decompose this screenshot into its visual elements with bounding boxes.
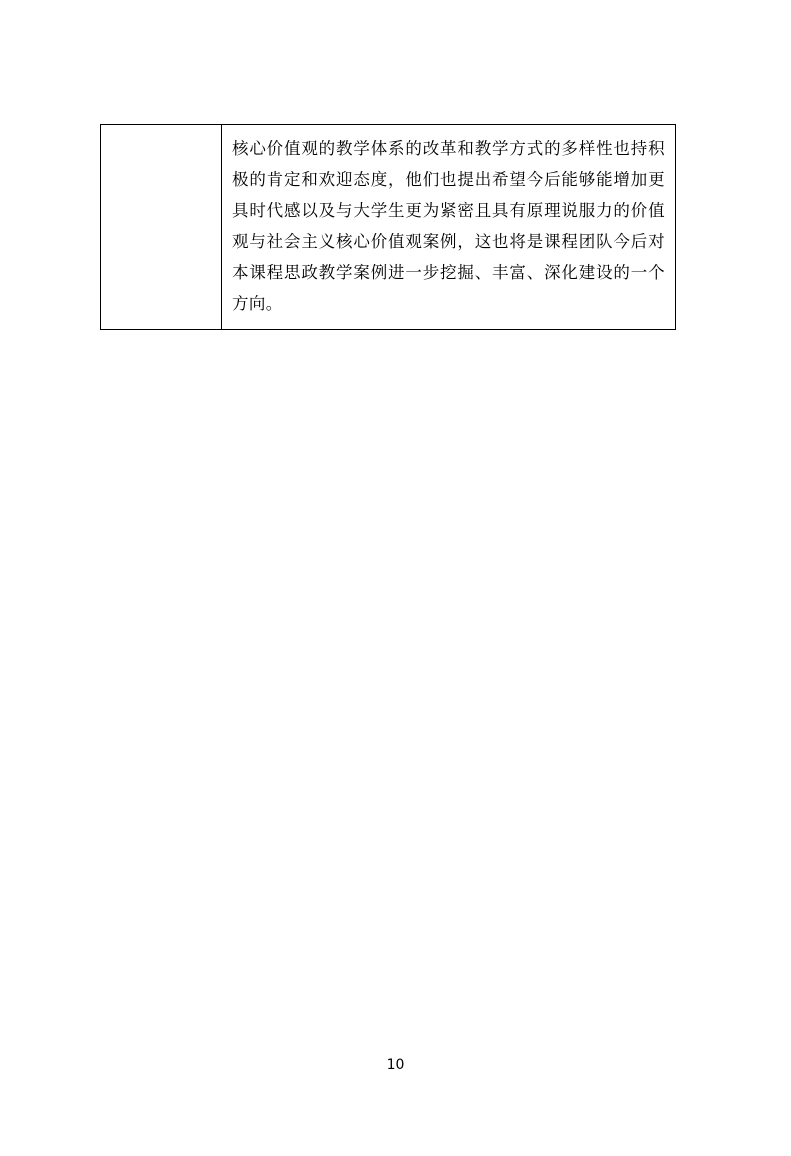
table-cell-body-text: 核心价值观的教学体系的改革和教学方式的多样性也持积极的肯定和欢迎态度，他们也提出希望今后能够能增加更具时代感以及与大学生更为紧密且具有原理说服力的价值观与社会主义核心价值观案例，这也将是课程团队今后对本课程思政教学案例进一步挖掘、丰富、深化建设的一个方向。 xyxy=(232,139,665,313)
table-cell-label xyxy=(101,125,222,330)
content-table xyxy=(100,124,676,330)
table-cell-label-text xyxy=(101,125,221,143)
page-number: 10 xyxy=(386,1057,405,1073)
table-row xyxy=(101,125,676,330)
table-body xyxy=(101,125,676,330)
table-cell-body xyxy=(222,125,676,330)
